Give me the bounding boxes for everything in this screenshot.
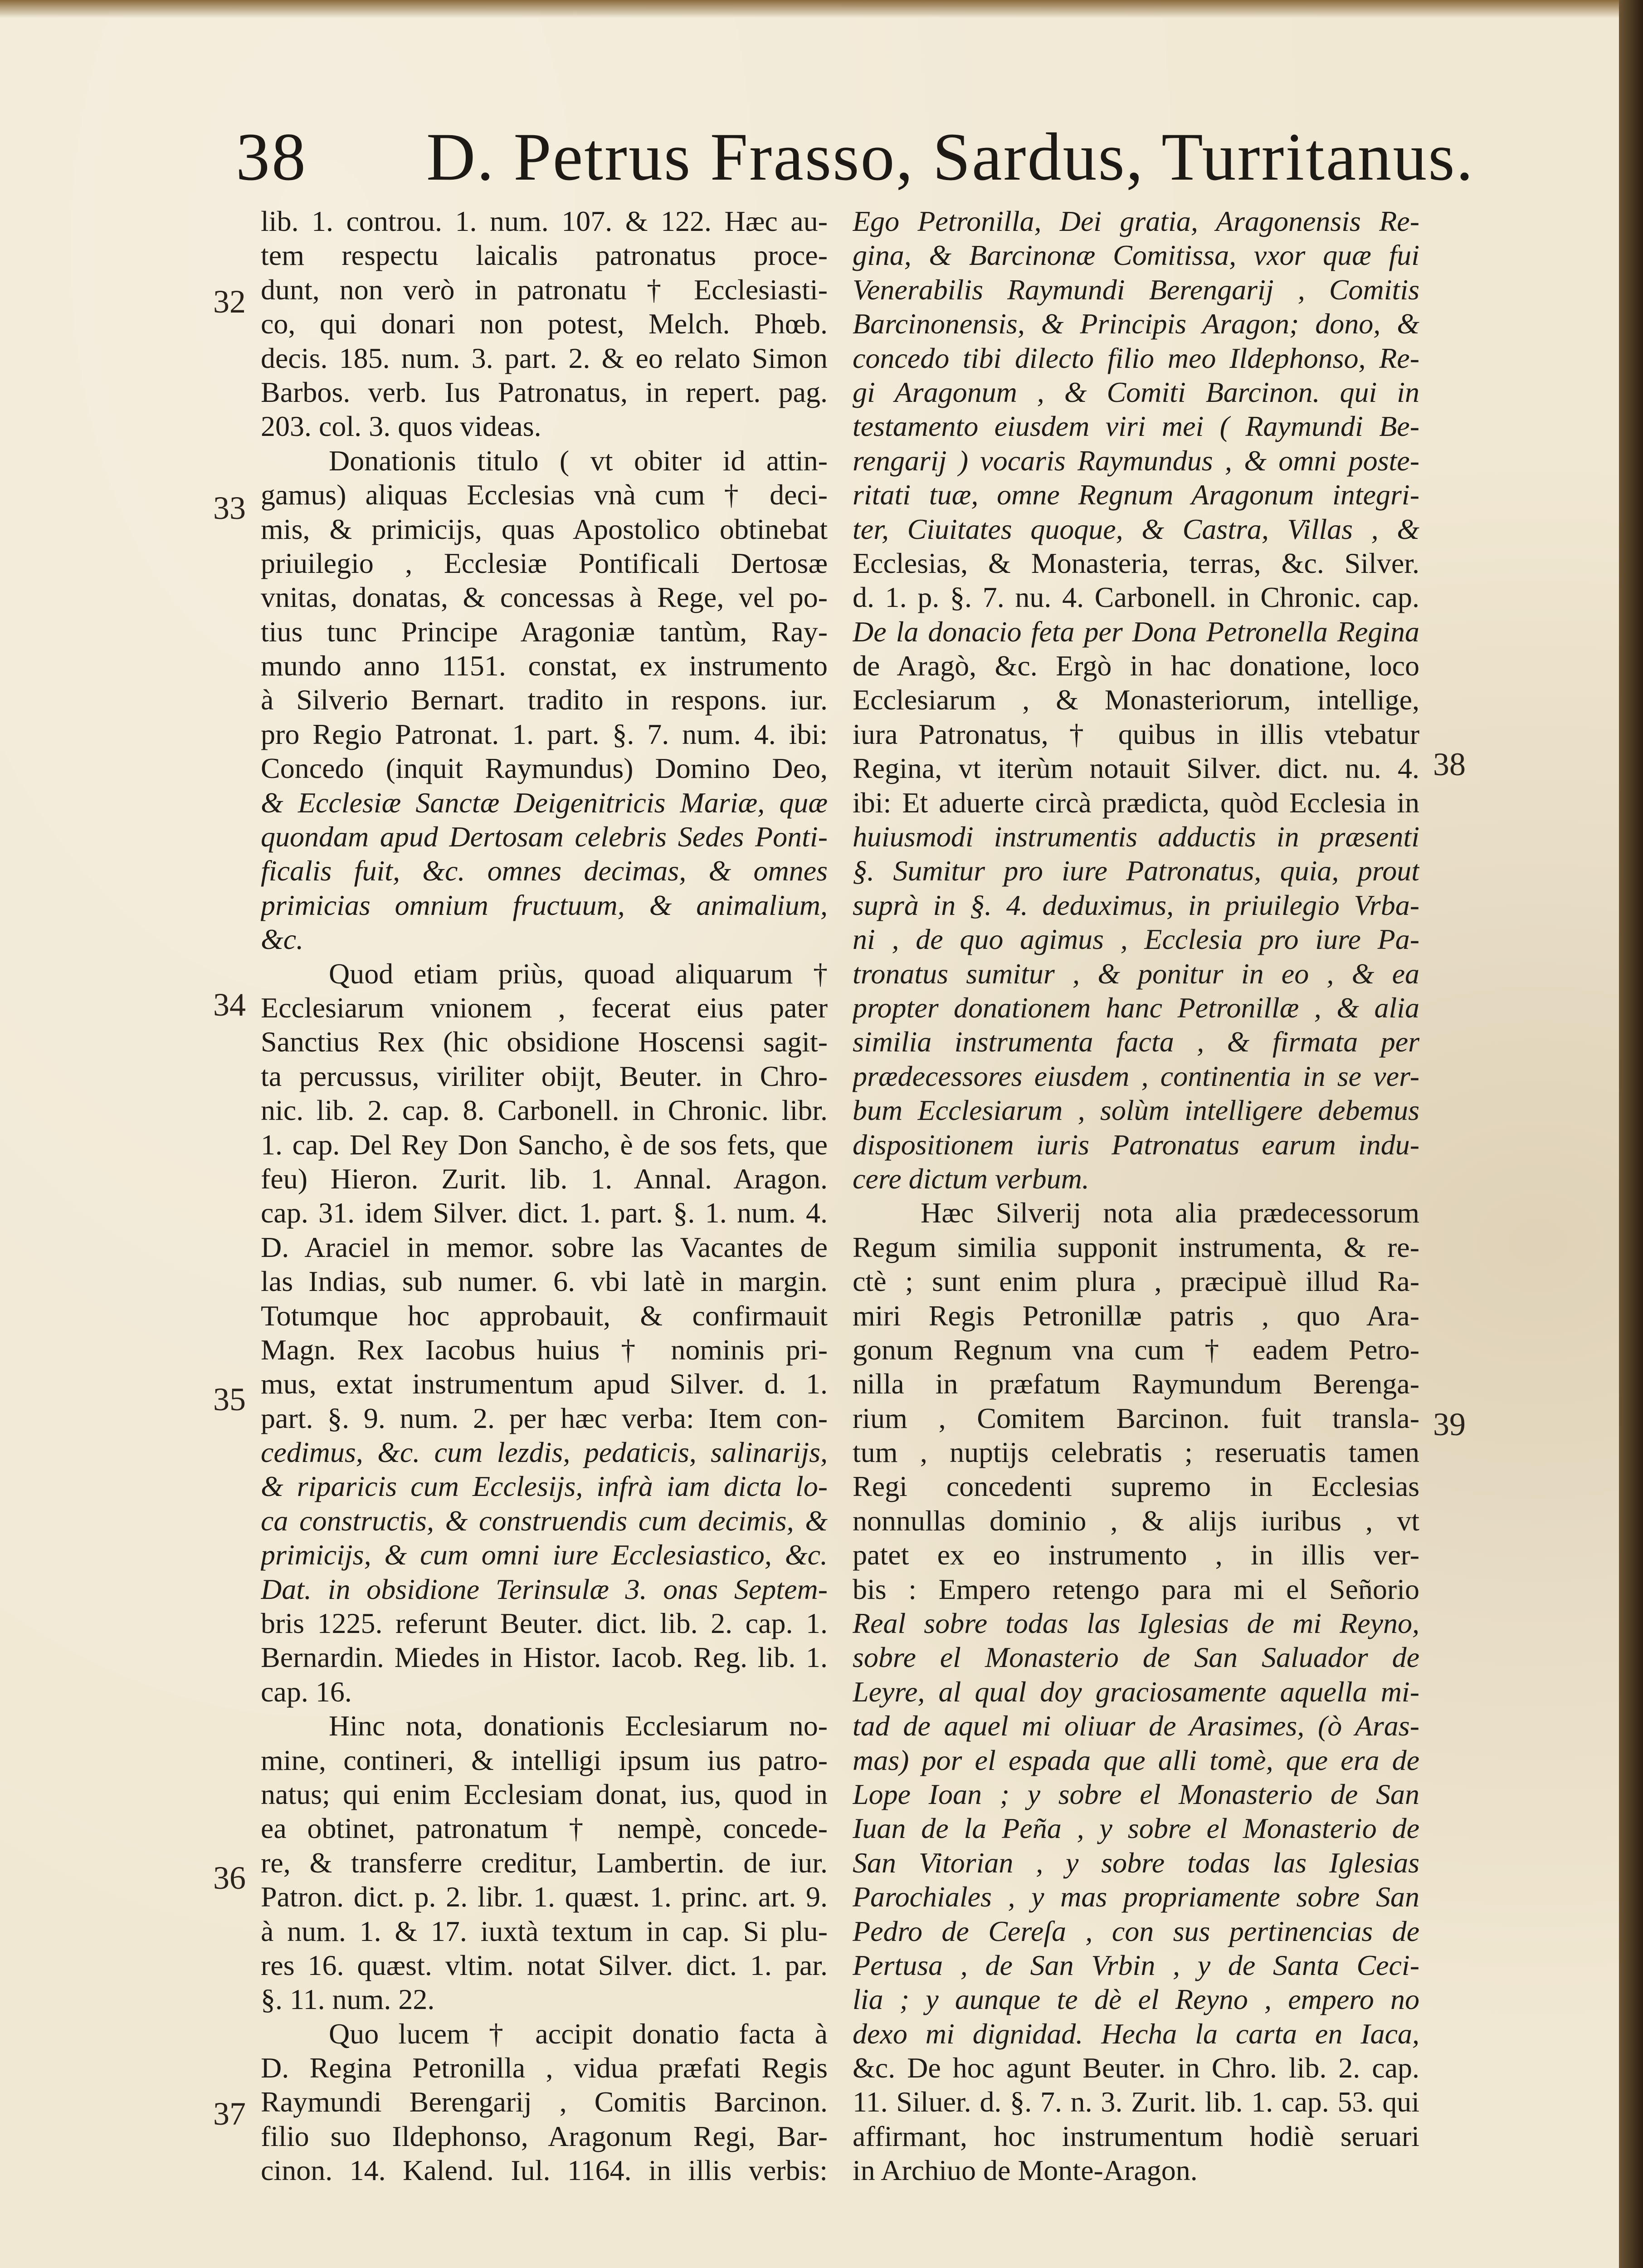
text-line: & riparicis cum Ecclesijs, infrà iam dicta lo- xyxy=(261,1470,828,1503)
text-line: &c. xyxy=(261,923,304,956)
page-fore-edge xyxy=(1619,0,1643,2268)
text-line: cinon. 14. Kalend. Iul. 1164. in illis verbis: xyxy=(261,2154,828,2187)
text-line: bis : Empero retengo para mi el Señorio xyxy=(853,1573,1419,1605)
text-line: Concedo (inquit Raymundus) Domino Deo, xyxy=(261,752,828,785)
text-line: cedimus, &c. cum lezdis, pedaticis, salinarijs, xyxy=(261,1436,828,1469)
marginal-number: 38 xyxy=(1433,746,1466,782)
text-line: iura Patronatus, † quibus in illis vtebatur xyxy=(853,718,1419,750)
text-line: 1. cap. Del Rey Don Sancho, è de sos fets, que xyxy=(261,1128,828,1161)
text-line: re, & transferre creditur, Lambertin. de iur. xyxy=(261,1846,828,1879)
text-line: priuilegio , Ecclesiæ Pontificali Dertosæ xyxy=(261,547,828,579)
page-header xyxy=(236,113,1551,200)
text-line: Ecclesiarum , & Monasteriorum, intellige, xyxy=(853,684,1419,716)
text-line: nic. lib. 2. cap. 8. Carbonell. in Chronic. libr. xyxy=(261,1094,828,1127)
left-column xyxy=(261,204,828,2188)
running-head: D. Petrus Frasso, Sardus, Turritanus. xyxy=(426,119,1475,195)
text-line: rium , Comitem Barcinon. fuit transla- xyxy=(853,1402,1419,1434)
text-line: nonnullas dominio , & alijs iuribus , vt xyxy=(853,1504,1419,1537)
text-line: De la donacio feta per Dona Petronella Regina xyxy=(853,615,1419,648)
text-line: Patron. dict. p. 2. libr. 1. quæst. 1. princ. art. 9. xyxy=(261,1881,828,1913)
text-line: mine, contineri, & intelligi ipsum ius patro- xyxy=(261,1744,828,1776)
text-line: Barcinonensis, & Principis Aragon; dono, & xyxy=(853,308,1419,340)
text-line: decis. 185. num. 3. part. 2. & eo relato Simon xyxy=(261,342,828,374)
text-line: Ecclesiarum vnionem , fecerat eius pater xyxy=(261,991,828,1024)
text-line: las Indias, sub numer. 6. vbi latè in margin. xyxy=(261,1265,828,1298)
text-line: Hæc Silverij nota alia prædecessorum xyxy=(921,1197,1419,1229)
text-line: gina, & Barcinonæ Comitissa, vxor quæ fui xyxy=(853,239,1419,272)
text-line: vnitas, donatas, & concessas à Rege, vel po- xyxy=(261,581,828,614)
text-line: suprà in §. 4. deduximus, in priuilegio Vrba- xyxy=(853,889,1419,921)
text-line: à num. 1. & 17. iuxtà textum in cap. Si plu- xyxy=(261,1915,828,1947)
text-line: prædecessores eiusdem , continentia in se ver- xyxy=(853,1060,1419,1092)
text-line: Pedro de Cereſa , con sus pertinencias de xyxy=(853,1915,1419,1947)
text-line: feu) Hieron. Zurit. lib. 1. Annal. Aragon. xyxy=(261,1162,828,1195)
text-line: Donationis titulo ( vt obiter id attin- xyxy=(329,444,828,477)
text-line: co, qui donari non potest, Melch. Phœb. xyxy=(261,308,828,340)
text-line: testamento eiusdem viri mei ( Raymundi Be- xyxy=(853,410,1419,443)
text-line: rengarij ) vocaris Raymundus , & omni poste- xyxy=(853,444,1419,477)
text-line: Lope Ioan ; y sobre el Monasterio de San xyxy=(853,1778,1419,1810)
text-line: miri Regis Petronillæ patris , quo Ara- xyxy=(853,1299,1419,1332)
text-line: cap. 31. idem Silver. dict. 1. part. §. 1. num. 4. xyxy=(261,1197,828,1229)
text-line: part. §. 9. num. 2. per hæc verba: Item con- xyxy=(261,1402,828,1434)
text-line: mus, extat instrumentum apud Silver. d. 1. xyxy=(261,1368,828,1400)
text-line: Ecclesias, & Monasteria, terras, &c. Silver. xyxy=(853,547,1419,579)
text-line: filio suo Ildephonso, Aragonum Regi, Bar- xyxy=(261,2120,828,2152)
text-line: Real sobre todas las Iglesias de mi Reyno, xyxy=(853,1607,1419,1640)
text-line: propter donationem hanc Petronillæ , & alia xyxy=(853,991,1419,1024)
text-line: tem respectu laicalis patronatus proce- xyxy=(261,239,828,272)
text-line: lib. 1. controu. 1. num. 107. & 122. Hæc au- xyxy=(261,205,828,237)
text-line: 203. col. 3. quos videas. xyxy=(261,410,541,443)
text-line: gi Aragonum , & Comiti Barcinon. qui in xyxy=(853,376,1419,408)
marginal-number: 37 xyxy=(213,2096,246,2132)
text-line: Regina, vt iterùm notauit Silver. dict. nu. 4. xyxy=(853,752,1419,785)
text-line: Parochiales , y mas propriamente sobre San xyxy=(853,1881,1419,1913)
text-line: San Vitorian , y sobre todas las Iglesias xyxy=(853,1846,1419,1879)
text-line: Iuan de la Peña , y sobre el Monasterio de xyxy=(853,1812,1419,1845)
text-line: &c. De hoc agunt Beuter. in Chro. lib. 2. cap. xyxy=(853,2052,1419,2084)
text-line: d. 1. p. §. 7. nu. 4. Carbonell. in Chronic. cap. xyxy=(853,581,1419,614)
marginal-number: 34 xyxy=(213,987,246,1023)
text-line: lia ; y aunque te dè el Reyno , empero no xyxy=(853,1983,1419,2016)
text-line: Magn. Rex Iacobus huius † nominis pri- xyxy=(261,1333,828,1366)
text-line: ni , de quo agimus , Ecclesia pro iure Pa- xyxy=(853,923,1419,956)
text-line: ficalis fuit, &c. omnes decimas, & omnes xyxy=(261,855,828,887)
text-line: bris 1225. referunt Beuter. dict. lib. 2. cap. 1. xyxy=(261,1607,828,1640)
text-line: Regum similia supponit instrumenta, & re- xyxy=(853,1231,1419,1263)
text-line: affirmant, hoc instrumentum hodiè seruari xyxy=(853,2120,1419,2152)
text-line: §. 11. num. 22. xyxy=(261,1983,435,2016)
marginal-number: 36 xyxy=(213,1860,246,1896)
text-line: Quod etiam priùs, quoad aliquarum † xyxy=(329,957,828,990)
text-line: bum Ecclesiarum , solùm intelligere debemus xyxy=(853,1094,1419,1127)
text-line: dunt, non verò in patronatu † Ecclesiasti- xyxy=(261,273,828,306)
text-line: ctè ; sunt enim plura , præcipuè illud Ra- xyxy=(853,1265,1419,1298)
text-line: patet ex eo instrumento , in illis ver- xyxy=(853,1539,1419,1571)
text-line: de Aragò, &c. Ergò in hac donatione, loco xyxy=(853,650,1419,682)
text-line: Bernardin. Miedes in Histor. Iacob. Reg. lib. 1. xyxy=(261,1641,828,1674)
page-top-edge xyxy=(0,0,1619,18)
text-line: 11. Siluer. d. §. 7. n. 3. Zurit. lib. 1. cap. 53. qui xyxy=(853,2086,1419,2118)
text-line: Ego Petronilla, Dei gratia, Aragonensis Re- xyxy=(853,205,1419,237)
text-line: gamus) aliquas Ecclesias vnà cum † deci- xyxy=(261,479,828,511)
text-line: & Ecclesiæ Sanctæ Deigenitricis Mariæ, quæ xyxy=(261,786,828,819)
text-line: dispositionem iuris Patronatus earum indu- xyxy=(853,1128,1419,1161)
text-line: cap. 16. xyxy=(261,1675,352,1708)
text-line: similia instrumenta facta , & firmata per xyxy=(853,1026,1419,1058)
text-line: mas) por el espada que alli tomè, que era de xyxy=(853,1744,1419,1776)
text-line: tad de aquel mi oliuar de Arasimes, (ò Aras- xyxy=(853,1710,1419,1742)
text-line: ter, Ciuitates quoque, & Castra, Villas , & xyxy=(853,513,1419,545)
text-line: dexo mi dignidad. Hecha la carta en Iaca, xyxy=(853,2017,1419,2050)
text-line: ea obtinet, patronatum † nempè, concede- xyxy=(261,1812,828,1845)
page-number: 38 xyxy=(236,119,307,195)
text-line: tronatus sumitur , & ponitur in eo , & ea xyxy=(853,957,1419,990)
text-line: Regi concedenti supremo in Ecclesias xyxy=(853,1470,1419,1503)
text-line: res 16. quæst. vltim. notat Silver. dict. 1. par. xyxy=(261,1949,828,1981)
text-line: Sanctius Rex (hic obsidione Hoscensi sagit- xyxy=(261,1026,828,1058)
marginal-number: 33 xyxy=(213,490,246,526)
text-line: primicijs, & cum omni iure Ecclesiastico, &c. xyxy=(261,1539,828,1571)
text-line: Raymundi Berengarij , Comitis Barcinon. xyxy=(261,2086,828,2118)
text-line: à Silverio Bernart. tradito in respons. iur. xyxy=(261,684,828,716)
text-line: primicias omnium fructuum, & animalium, xyxy=(261,889,828,921)
text-line: quondam apud Dertosam celebris Sedes Ponti- xyxy=(261,821,828,853)
text-line: tius tunc Principe Aragoniæ tantùm, Ray- xyxy=(261,615,828,648)
text-line: cere dictum verbum. xyxy=(853,1162,1089,1195)
text-line: Pertusa , de San Vrbin , y de Santa Ceci- xyxy=(853,1949,1419,1981)
text-line: gonum Regnum vna cum † eadem Petro- xyxy=(853,1333,1419,1366)
marginal-number: 35 xyxy=(213,1381,246,1418)
text-line: tum , nuptijs celebratis ; reseruatis tamen xyxy=(853,1436,1419,1469)
text-line: concedo tibi dilecto filio meo Ildephonso, Re- xyxy=(853,342,1419,374)
text-line: Barbos. verb. Ius Patronatus, in repert. pag. xyxy=(261,376,828,408)
text-line: ibi: Et aduerte circà prædicta, quòd Ecclesia in xyxy=(853,786,1419,819)
text-line: D. Regina Petronilla , vidua præfati Regis xyxy=(261,2052,828,2084)
marginal-number: 32 xyxy=(213,284,246,320)
text-line: D. Araciel in memor. sobre las Vacantes de xyxy=(261,1231,828,1263)
text-line: in Archiuo de Monte-Aragon. xyxy=(853,2154,1198,2187)
text-line: natus; qui enim Ecclesiam donat, ius, quod in xyxy=(261,1778,828,1810)
text-line: ca constructis, & construendis cum decimis, & xyxy=(261,1504,828,1537)
text-line: Venerabilis Raymundi Berengarij , Comitis xyxy=(853,273,1419,306)
text-line: mundo anno 1151. constat, ex instrumento xyxy=(261,650,828,682)
text-line: huiusmodi instrumentis adductis in præsenti xyxy=(853,821,1419,853)
text-line: Quo lucem † accipit donatio facta à xyxy=(329,2017,828,2050)
text-line: pro Regio Patronat. 1. part. §. 7. num. 4. ibi: xyxy=(261,718,828,750)
text-line: mis, & primicijs, quas Apostolico obtinebat xyxy=(261,513,828,545)
text-line: Leyre, al qual doy graciosamente aquella mi- xyxy=(853,1675,1419,1708)
right-column xyxy=(853,204,1419,2188)
text-line: sobre el Monasterio de San Saluador de xyxy=(853,1641,1419,1674)
text-line: Hinc nota, donationis Ecclesiarum no- xyxy=(329,1710,828,1742)
text-line: nilla in præfatum Raymundum Berenga- xyxy=(853,1368,1419,1400)
text-line: Totumque hoc approbauit, & confirmauit xyxy=(261,1299,828,1332)
marginal-number: 39 xyxy=(1433,1406,1466,1442)
text-line: ritati tuæ, omne Regnum Aragonum integri- xyxy=(853,479,1419,511)
text-line: Dat. in obsidione Terinsulæ 3. onas Septem- xyxy=(261,1573,828,1605)
text-line: ta percussus, viriliter obijt, Beuter. in Chro- xyxy=(261,1060,828,1092)
text-line: §. Sumitur pro iure Patronatus, quia, prout xyxy=(853,855,1419,887)
